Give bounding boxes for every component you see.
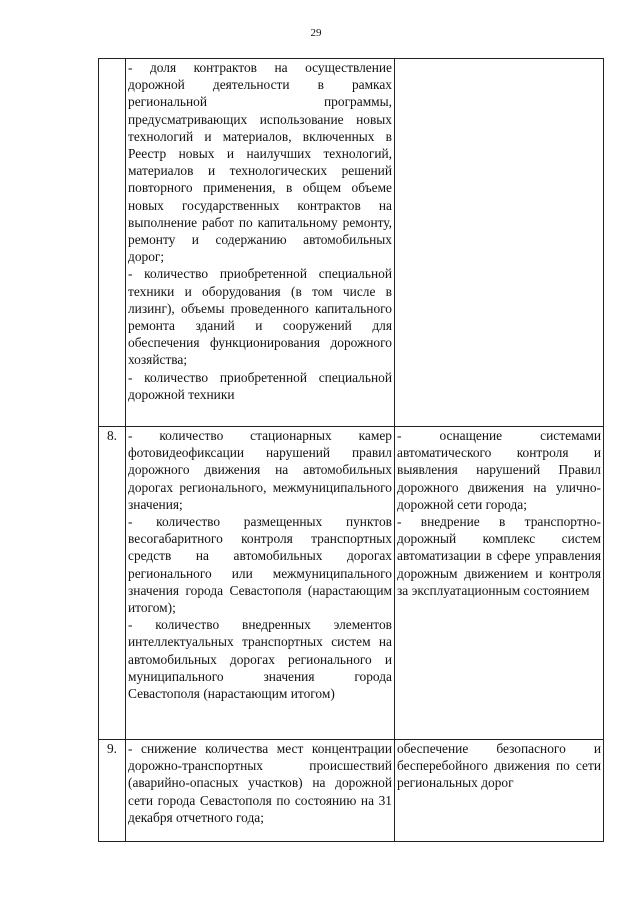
indicator-paragraph: - доля контрактов на осуществление дорожной деятельности в рамках региональной программы, предусматривающих использование новых технологий и материалов, включенных в Реестр новых и наилучших технологий, материалов и технологических решений повторного применения, в общем объеме новых государственных контрактов на выполнение работ по капитальному ремонту, ремонту и содержанию автомобильных дорог; <box>128 60 392 265</box>
row-number <box>99 59 126 427</box>
result-paragraph: обеспечение безопасного и бесперебойного движения по сети региональных дорог <box>397 741 601 791</box>
table-row <box>99 740 604 842</box>
row-number: 9. <box>99 740 126 842</box>
result-paragraph: - оснащение системами автоматического контроля и выявления нарушений Правил дорожного движения на улично-дорожной сети города; <box>397 428 601 512</box>
indicator-paragraph: - снижение количества мест концентрации дорожно-транспортных происшествий (аварийно-опасных участков) на дорожной сети города Севастополя по состоянию на 31 декабря отчетного года; <box>128 741 392 825</box>
table-row <box>99 59 604 427</box>
results-cell <box>395 740 604 842</box>
indicator-paragraph: - количество приобретенной специальной дорожной техники <box>128 369 392 402</box>
indicators-cell <box>126 427 395 740</box>
indicator-paragraph: - количество приобретенной специальной техники и оборудования (в том числе в лизинг), объемы проведенного капитального ремонта зданий и сооружений для обеспечения функционирования дорожного хозяйства; <box>128 266 392 368</box>
indicators-cell <box>126 740 395 842</box>
indicator-paragraph: - количество внедренных элементов интеллектуальных транспортных систем на автомобильных дорогах регионального и муниципального значения города Севастополя (нарастающим итогом) <box>128 617 392 702</box>
table-row <box>99 427 604 740</box>
result-paragraph: - внедрение в транспортно-дорожный комплекс систем автоматизации в сфере управления дорожным движением и контроля за эксплуатационным состоянием <box>397 514 601 598</box>
indicator-paragraph: - количество размещенных пунктов весогабаритного контроля транспортных средств на автомобильных дорогах регионального или межмуниципального значения города Севастополя (нарастающим итогом); <box>128 514 392 616</box>
results-cell <box>395 427 604 740</box>
indicators-table <box>98 58 604 842</box>
results-cell <box>395 59 604 427</box>
indicator-paragraph: - количество стационарных камер фотовидеофиксации нарушений правил дорожного движения на автомобильных дорогах регионального, межмуниципального значения; <box>128 428 392 512</box>
page-number: 29 <box>310 27 322 39</box>
indicators-cell <box>126 59 395 427</box>
row-number: 8. <box>99 427 126 740</box>
